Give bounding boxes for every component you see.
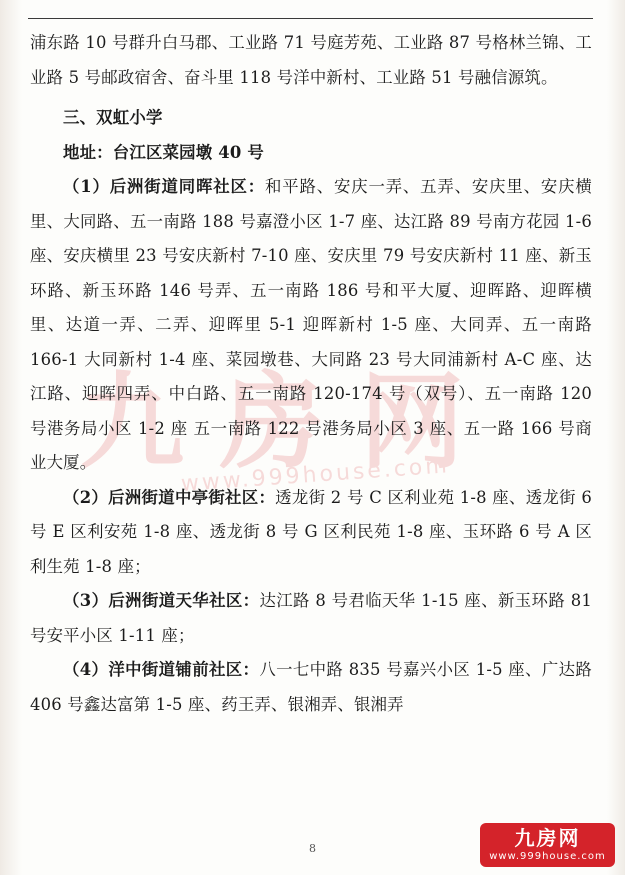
section-heading: 三、双虹小学 <box>63 108 163 127</box>
paragraph-continued-addresses: 浦东路 10 号群升白马郡、工业路 71 号庭芳苑、工业路 87 号格林兰锦、工业路 5 号邮政宿舍、奋斗里 118 号洋中新村、工业路 51 号融信源筑。 <box>30 33 592 87</box>
district-item-4 <box>30 653 592 722</box>
district-item-4-text: 八一七中路 835 号嘉兴小区 1-5 座、广达路 406 号鑫达富第 1-5 座、药王弄、银湘弄、银湘弄 <box>30 660 592 714</box>
watermark-char-1: 九 <box>80 360 185 483</box>
district-item-2-lead: （2）后洲街道中亭街社区： <box>63 487 276 507</box>
district-item-2 <box>30 481 592 585</box>
page-number: 8 <box>309 842 316 855</box>
district-item-1-lead: （1）后洲街道同晖社区： <box>63 177 265 196</box>
district-item-3-text: 达江路 8 号君临天华 1-15 座、新玉环路 81 号安平小区 1-11 座； <box>30 591 592 645</box>
site-logo-title: 九房网 <box>514 826 581 850</box>
district-item-1-text: 和平路、安庆一弄、五弄、安庆里、安庆横里、大同路、五一南路 188 号嘉澄小区 1-7 座、达江路 89 号南方花园 1-6 座、安庆横里 23 号安庆新村 7-10 座、安庆里 79 号安庆新村 11 座、新玉环路、新玉环路 146 号弄、五一南路 186 号和平大厦、迎晖路、迎晖横里、达道一弄、二弄、迎晖里 5-1 迎晖新村 1-5 座、大同弄、五一南路 166-1 大同新村 1-4 座、菜园墩巷、大同路 23 号大同浦新村 A-C 座、达江路、迎晖四弄、中白路、五一南路 120-174 号（双号）、五一南路 120 号港务局小区 1-2 座 五一南路 122 号港务局小区 3 座、五一路 166 号商业大厦。 <box>30 177 592 472</box>
district-item-4-lead: （4）洋中街道铺前社区： <box>63 660 260 679</box>
watermark-url: www.999house.com <box>180 453 451 497</box>
school-address: 地址：台江区菜园墩 40 号 <box>63 142 264 162</box>
watermark-char-2: 房 <box>220 360 325 483</box>
district-item-3 <box>30 584 592 653</box>
district-item-3-lead: （3）后洲街道天华社区： <box>63 591 260 610</box>
watermark-char-3: 网 <box>360 360 465 483</box>
site-logo <box>480 823 615 867</box>
district-item-1 <box>30 170 592 481</box>
document-body <box>30 26 592 722</box>
district-item-2-text: 透龙街 2 号 C 区利业苑 1-8 座、透龙街 6 号 E 区利安苑 1-8 座、透龙街 8 号 G 区利民苑 1-8 座、玉环路 6 号 A 区利生苑 1-8 座； <box>30 487 592 576</box>
site-logo-url: www.999house.com <box>489 851 606 862</box>
page-top-rule <box>28 18 593 19</box>
